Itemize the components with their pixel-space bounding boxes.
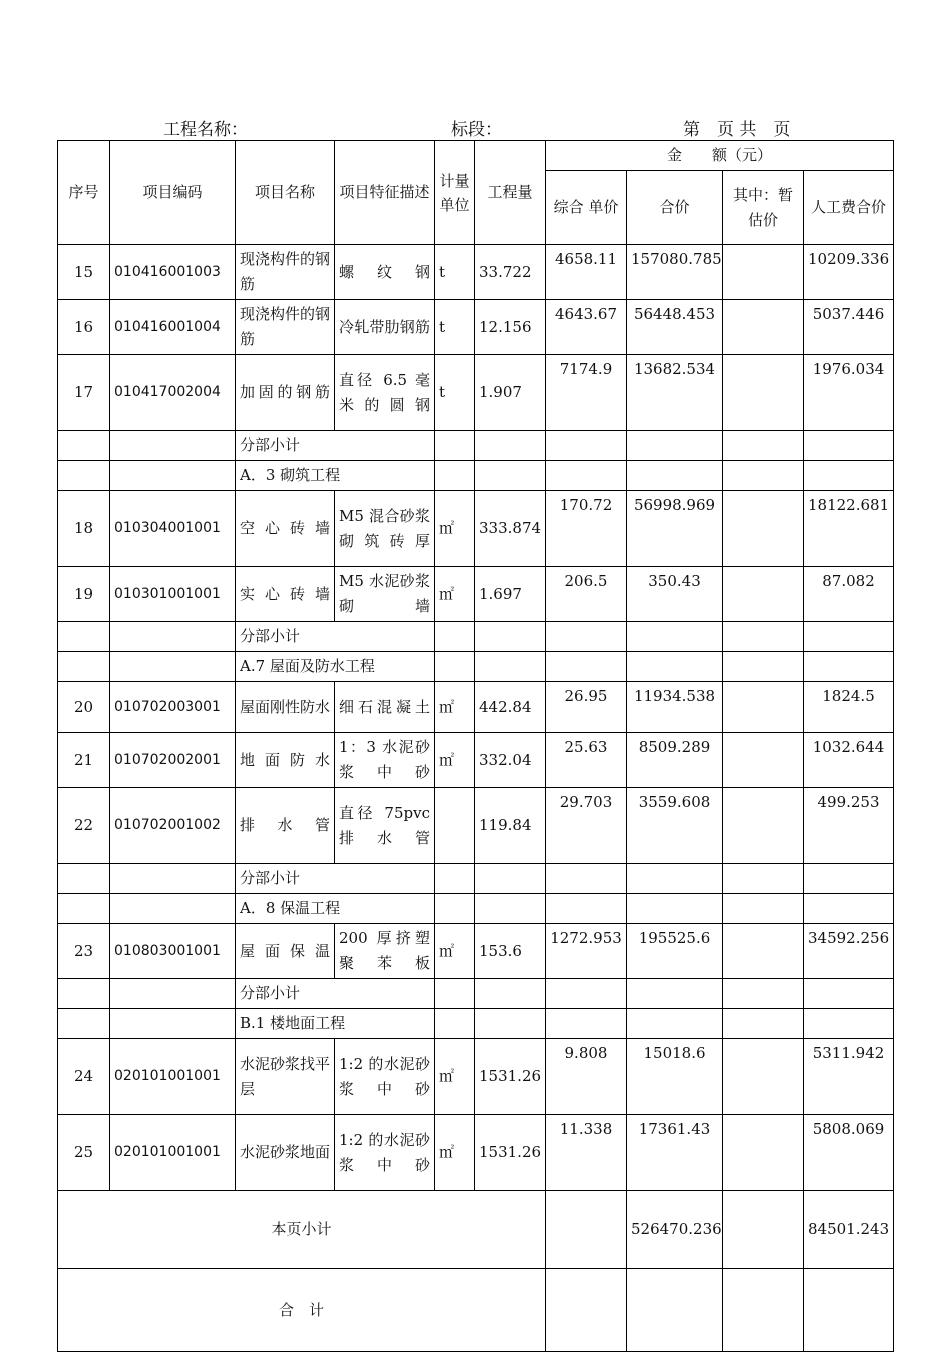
item-unit-price: 25.63 [546,733,627,788]
item-estimate [723,1115,804,1191]
item-seq: 15 [58,245,110,300]
code-cell [110,461,236,491]
item-quantity: 119.84 [475,788,546,864]
empty-cell [435,461,475,491]
item-quantity: 12.156 [475,300,546,355]
empty-cell [475,652,546,682]
item-estimate [723,567,804,622]
item-labor: 87.082 [804,567,894,622]
item-quantity: 332.04 [475,733,546,788]
empty-cell [627,1009,723,1039]
empty-cell [723,979,804,1009]
empty-cell [435,431,475,461]
section-label: 分部小计 [236,622,435,652]
item-total: 56998.969 [627,491,723,567]
header-code: 项目编码 [110,141,236,245]
item-quantity: 1.697 [475,567,546,622]
table-row [58,245,894,300]
item-total: 8509.289 [627,733,723,788]
empty-cell [804,894,894,924]
item-code: 010702001002 [110,788,236,864]
item-unit: ㎡ [435,567,475,622]
empty-cell [723,431,804,461]
empty-cell [435,622,475,652]
item-description: 1:2 的水泥砂浆中砂 [335,1039,435,1115]
table-row [58,355,894,431]
empty-cell [804,622,894,652]
empty-cell [546,864,627,894]
header-amount-group: 金 额（元） [546,141,894,171]
item-total: 11934.538 [627,682,723,733]
item-description: 螺纹钢 [335,245,435,300]
empty-cell [475,979,546,1009]
header-estimate: 其中：暂估价 [723,171,804,245]
item-description: M5 混合砂浆砌筑砖厚 [335,491,435,567]
table-row [58,1039,894,1115]
item-total: 17361.43 [627,1115,723,1191]
item-unit-price: 11.338 [546,1115,627,1191]
item-unit: ㎡ [435,491,475,567]
empty-cell [546,979,627,1009]
seq-cell [58,1009,110,1039]
empty-cell [475,864,546,894]
empty-cell [546,431,627,461]
seq-cell [58,461,110,491]
header-labor: 人工费合价 [804,171,894,245]
code-cell [110,652,236,682]
item-estimate [723,1039,804,1115]
empty-cell [723,461,804,491]
item-total: 15018.6 [627,1039,723,1115]
item-labor: 1032.644 [804,733,894,788]
item-description: 直径 6.5 毫米的圆钢 [335,355,435,431]
section-row [58,979,894,1009]
item-code: 010304001001 [110,491,236,567]
item-seq: 23 [58,924,110,979]
item-seq: 16 [58,300,110,355]
item-name: 现浇构件的钢筋 [236,300,335,355]
section-label: 分部小计 [236,979,435,1009]
item-name: 现浇构件的钢筋 [236,245,335,300]
empty-cell [435,652,475,682]
item-quantity: 1.907 [475,355,546,431]
item-unit [435,788,475,864]
header-description: 项目特征描述 [335,141,435,245]
item-unit: ㎡ [435,682,475,733]
item-unit: t [435,245,475,300]
item-name: 实心砖墙 [236,567,335,622]
section-label: B.1 楼地面工程 [236,1009,435,1039]
item-unit-price: 29.703 [546,788,627,864]
grand-total-label: 合 计 [58,1269,546,1352]
empty-cell [435,979,475,1009]
item-seq: 19 [58,567,110,622]
empty-cell [723,652,804,682]
header-quantity: 工程量 [475,141,546,245]
item-description: 直径 75pvc 排水管 [335,788,435,864]
item-seq: 22 [58,788,110,864]
item-name: 水泥砂浆找平层 [236,1039,335,1115]
code-cell [110,864,236,894]
empty-cell [435,1009,475,1039]
item-code: 010416001003 [110,245,236,300]
item-code: 010702003001 [110,682,236,733]
item-name: 加固的钢筋 [236,355,335,431]
item-code: 020101001001 [110,1039,236,1115]
empty-cell [546,461,627,491]
empty-cell [804,979,894,1009]
table-row [58,788,894,864]
code-cell [110,622,236,652]
seq-cell [58,622,110,652]
item-labor: 5311.942 [804,1039,894,1115]
item-labor: 34592.256 [804,924,894,979]
item-labor: 1976.034 [804,355,894,431]
table-row [58,567,894,622]
empty-cell [627,461,723,491]
item-estimate [723,788,804,864]
section-row [58,461,894,491]
header-total: 合价 [627,171,723,245]
item-code: 010803001001 [110,924,236,979]
item-quantity: 33.722 [475,245,546,300]
item-name: 屋面保温 [236,924,335,979]
item-seq: 20 [58,682,110,733]
code-cell [110,894,236,924]
item-unit: t [435,355,475,431]
item-total: 3559.608 [627,788,723,864]
grand-total-estimate [723,1269,804,1352]
item-name: 排水管 [236,788,335,864]
empty-cell [723,864,804,894]
item-seq: 18 [58,491,110,567]
item-total: 195525.6 [627,924,723,979]
item-seq: 17 [58,355,110,431]
item-description: 200 厚挤塑聚苯板 [335,924,435,979]
empty-cell [723,894,804,924]
item-unit-price: 1272.953 [546,924,627,979]
table-row [58,924,894,979]
item-quantity: 442.84 [475,682,546,733]
section-label: 分部小计 [236,431,435,461]
empty-cell [804,431,894,461]
item-unit-price: 170.72 [546,491,627,567]
item-unit-price: 4643.67 [546,300,627,355]
item-seq: 21 [58,733,110,788]
empty-cell [475,622,546,652]
page-subtotal-total: 526470.236 [627,1191,723,1269]
item-total: 157080.785 [627,245,723,300]
item-unit: ㎡ [435,733,475,788]
item-code: 010416001004 [110,300,236,355]
item-code: 010417002004 [110,355,236,431]
item-labor: 5037.446 [804,300,894,355]
empty-cell [627,864,723,894]
item-estimate [723,682,804,733]
item-name: 地面防水 [236,733,335,788]
empty-cell [546,622,627,652]
code-cell [110,431,236,461]
item-labor: 18122.681 [804,491,894,567]
item-quantity: 1531.26 [475,1039,546,1115]
empty-cell [475,894,546,924]
item-name: 水泥砂浆地面 [236,1115,335,1191]
item-total: 13682.534 [627,355,723,431]
item-estimate [723,245,804,300]
item-unit-price: 7174.9 [546,355,627,431]
item-quantity: 333.874 [475,491,546,567]
item-seq: 25 [58,1115,110,1191]
empty-cell [435,894,475,924]
item-name: 空心砖墙 [236,491,335,567]
empty-cell [723,1009,804,1039]
page-subtotal-labor: 84501.243 [804,1191,894,1269]
item-quantity: 153.6 [475,924,546,979]
item-unit-price: 4658.11 [546,245,627,300]
code-cell [110,1009,236,1039]
section-row [58,864,894,894]
item-estimate [723,924,804,979]
item-seq: 24 [58,1039,110,1115]
empty-cell [475,431,546,461]
seq-cell [58,431,110,461]
empty-cell [546,1009,627,1039]
section-row [58,1009,894,1039]
section-label: 标段： [451,120,502,140]
item-quantity: 1531.26 [475,1115,546,1191]
seq-cell [58,894,110,924]
item-labor: 10209.336 [804,245,894,300]
grand-total-unit-price [546,1269,627,1352]
empty-cell [804,1009,894,1039]
empty-cell [435,864,475,894]
empty-cell [627,622,723,652]
page-subtotal-label: 本页小计 [58,1191,546,1269]
item-total: 56448.453 [627,300,723,355]
empty-cell [627,652,723,682]
empty-cell [475,461,546,491]
table-row [58,733,894,788]
seq-cell [58,652,110,682]
item-description: 1:2 的水泥砂浆中砂 [335,1115,435,1191]
item-code: 020101001001 [110,1115,236,1191]
item-estimate [723,300,804,355]
empty-cell [627,979,723,1009]
empty-cell [723,622,804,652]
empty-cell [475,1009,546,1039]
section-label: 分部小计 [236,864,435,894]
item-description: 1：3 水泥砂浆中砂 [335,733,435,788]
item-estimate [723,355,804,431]
item-name: 屋面刚性防水 [236,682,335,733]
table-row [58,491,894,567]
item-unit: t [435,300,475,355]
header-unit-price: 综合 单价 [546,171,627,245]
project-name-label: 工程名称： [163,120,248,140]
item-total: 350.43 [627,567,723,622]
item-labor: 5808.069 [804,1115,894,1191]
item-description: 细石混凝土 [335,682,435,733]
section-label: A.7 屋面及防水工程 [236,652,435,682]
empty-cell [804,652,894,682]
table-row [58,1115,894,1191]
empty-cell [627,431,723,461]
section-row [58,622,894,652]
item-description: M5 水泥砂浆砌墙 [335,567,435,622]
code-cell [110,979,236,1009]
item-unit-price: 9.808 [546,1039,627,1115]
item-labor: 1824.5 [804,682,894,733]
table-row [58,300,894,355]
grand-total-total [627,1269,723,1352]
item-unit-price: 26.95 [546,682,627,733]
item-estimate [723,491,804,567]
item-unit-price: 206.5 [546,567,627,622]
empty-cell [804,864,894,894]
seq-cell [58,979,110,1009]
table-row [58,682,894,733]
item-unit: ㎡ [435,1115,475,1191]
section-row [58,652,894,682]
item-code: 010702002001 [110,733,236,788]
item-code: 010301001001 [110,567,236,622]
item-unit: ㎡ [435,924,475,979]
header-seq: 序号 [58,141,110,245]
section-label: A．3 砌筑工程 [236,461,435,491]
grand-total-labor [804,1269,894,1352]
empty-cell [546,894,627,924]
item-labor: 499.253 [804,788,894,864]
header-unit: 计量单位 [435,141,475,245]
empty-cell [804,461,894,491]
item-description: 冷轧带肋钢筋 [335,300,435,355]
seq-cell [58,864,110,894]
empty-cell [546,652,627,682]
section-label: A．8 保温工程 [236,894,435,924]
item-estimate [723,733,804,788]
item-unit: ㎡ [435,1039,475,1115]
header-name: 项目名称 [236,141,335,245]
page-number-label: 第 页 共 页 [683,120,791,140]
section-row [58,894,894,924]
empty-cell [627,894,723,924]
bill-of-quantities-table [57,140,894,1352]
section-row [58,431,894,461]
page-subtotal-unit-price [546,1191,627,1269]
page-subtotal-estimate [723,1191,804,1269]
